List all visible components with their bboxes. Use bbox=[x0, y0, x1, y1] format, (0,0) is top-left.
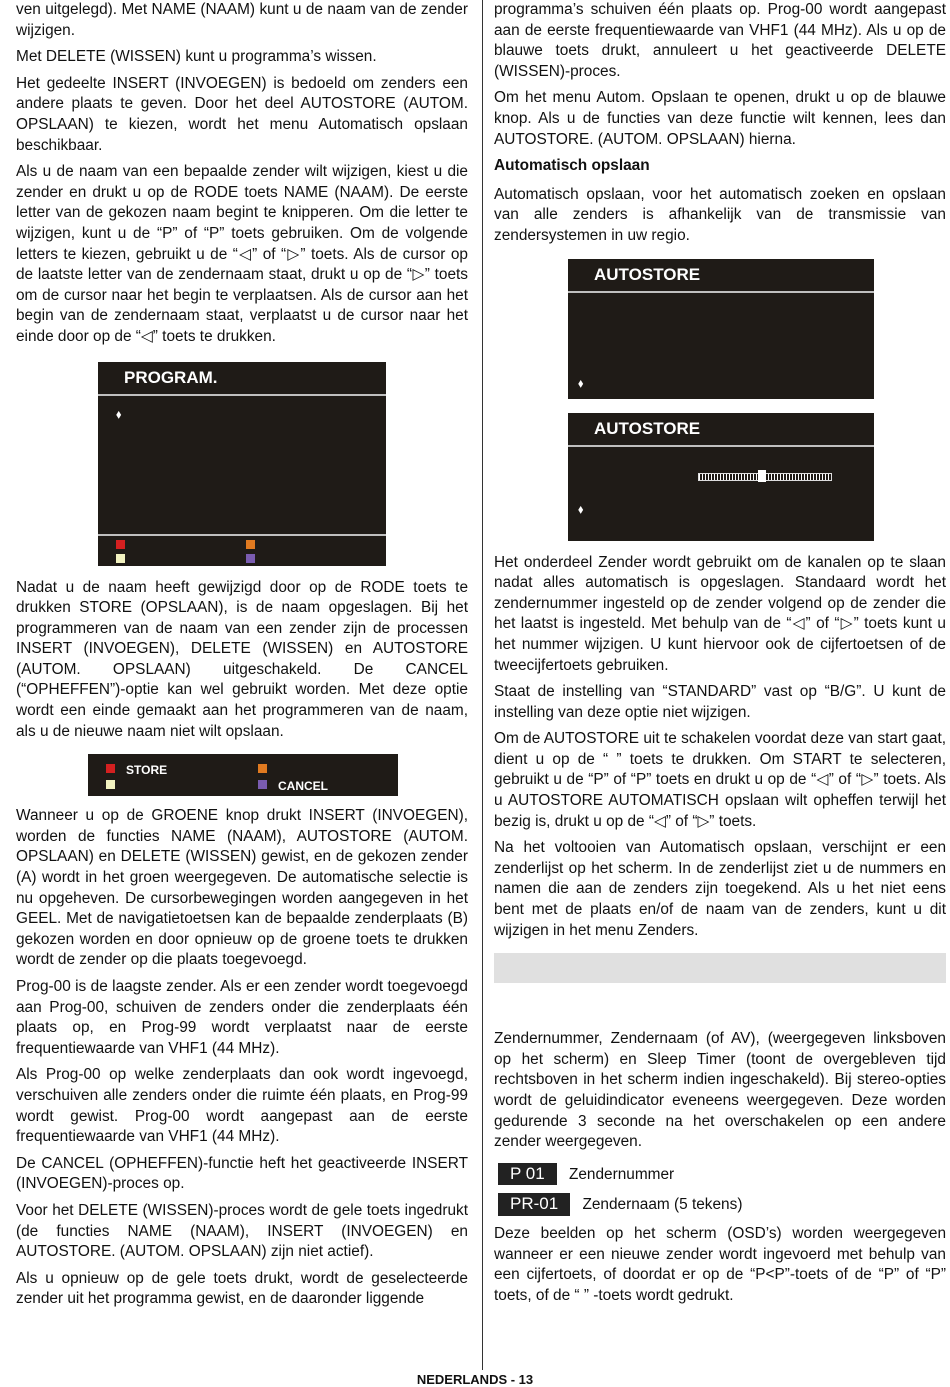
spacer bbox=[494, 983, 946, 1029]
column-divider bbox=[482, 0, 483, 1370]
program-osd-bottom-bar bbox=[98, 534, 386, 536]
channel-name-label: Zendernaam (5 tekens) bbox=[582, 1196, 743, 1214]
red-key-icon bbox=[116, 540, 125, 549]
autostore-osd-1-bar bbox=[568, 291, 874, 293]
right-paragraph-8: Zendernummer, Zendernaam (of AV), (weergegeven linksboven op het scherm) en Sleep Timer (toont de overgebleven tijd rechtsboven in het scherm indien ingeschakeld). Bij stereo-opties wordt de geluidindicator eveneens weergegeven. Deze worden gedurende 3 seconde na het overschakelen op een andere zender weergegeven. bbox=[494, 1030, 946, 1151]
yellow-key-icon bbox=[106, 780, 115, 789]
left-paragraph-8: Als Prog-00 op welke zenderplaats dan ook wordt ingevoegd, verschuiven alle zenders onder die ruimte één plaats, en Prog-99 wordt gewist. Prog-00 wordt aangepast aan de eerste frequentiewaarde van VHF1 (44 MHz). bbox=[16, 1066, 468, 1146]
left-paragraph-1: ven uitgelegd). Met NAME (NAAM) kunt u de naam van de zender wijzigen. bbox=[16, 1, 468, 39]
cancel-label: CANCEL bbox=[278, 779, 328, 794]
left-paragraph-6: Wanneer u op de GROENE knop drukt INSERT (INVOEGEN), worden de functies NAME (NAAM), AUTOSTORE (AUTOM. OPSLAAN) en DELETE (WISSEN) gewist, en de gekozen zender (A) wordt in het groen weergegeven. De automatische selectie is nu opgeheven. De cursorbewegingen worden aangegeven in het GEEL. Met de navigatietoetsen kan de bepaalde zenderplaats (B) gekozen worden en door opnieuw op de groene toets te drukken wordt de zender op die plaats toegevoegd. bbox=[16, 807, 468, 969]
purple-key-icon bbox=[246, 554, 255, 563]
yellow-key-icon bbox=[116, 554, 125, 563]
right-paragraph-1: programma’s schuiven één plaats op. Prog-00 wordt aangepast aan de eerste frequentiewaarde van VHF1 (44 MHz). Als u op de blauwe toets drukt, annuleert u het geactiveerde DELETE (WISSEN)-proces. bbox=[494, 1, 946, 80]
left-paragraph-3: Het gedeelte INSERT (INVOEGEN) is bedoeld om zenders een andere plaats te geven. Door het deel AUTOSTORE (AUTOM. OPSLAAN) te kiezen, wordt het menu Automatisch opslaan beschikbaar. bbox=[16, 74, 468, 154]
autostore-slider-knob bbox=[758, 470, 766, 482]
program-osd-title-bar bbox=[98, 394, 386, 396]
cursor-marker-icon: ⬧ bbox=[116, 406, 122, 421]
purple-key-icon bbox=[258, 780, 267, 789]
autostore-osd-2-title: AUTOSTORE bbox=[594, 418, 701, 438]
program-osd-screen bbox=[98, 362, 386, 566]
autostore-osd-1 bbox=[568, 259, 874, 399]
left-paragraph-4: Als u de naam van een bepaalde zender wilt wijzigen, kiest u die zender en drukt u op de RODE toets NAME (NAAM). De eerste letter van de gekozen naam begint te knipperen. Om die letter te wijzigen, kunt u de “P” of “P” toets gebruiken. Om de volgende letters te kiezen, gebruikt u de “◁” of “▷” toets. Als de cursor op de laatste letter van de zendernaam staat, drukt u op de “▷” toets om de cursor naar het begin te verplaatsen. Als de cursor aan het begin van de zendernaam staat, verplaatst u de cursor naar het einde door op de “◁” toets te drukken. bbox=[16, 163, 468, 345]
page-footer: NEDERLANDS - 13 bbox=[416, 1372, 534, 1387]
red-key-icon bbox=[106, 764, 115, 773]
autostore-osd-2-bar bbox=[568, 445, 874, 447]
left-paragraph-11: Als u opnieuw op de gele toets drukt, wordt de geselecteerde zender uit het programma gewist, en de daaronder liggende bbox=[16, 1269, 468, 1308]
right-paragraph-7: Na het voltooien van Automatisch opslaan, verschijnt er een zenderlijst op het scherm. In de zenderlijst ziet u de nummers en namen die aan de zenders zijn toegekend. Als u het niet eens bent met de plaats en/of de naam van de zenders, kunt u dit wijzigen in het menu Zenders. bbox=[494, 839, 946, 939]
program-osd-title: PROGRAM. bbox=[124, 367, 218, 387]
right-paragraph-2: Om het menu Autom. Opslaan te openen, drukt u op de blauwe knop. Als u de functies van deze functie wilt kennen, lees dan AUTOSTORE. (AUTOM. OPSLAAN) hierna. bbox=[494, 89, 946, 148]
orange-key-icon bbox=[258, 764, 267, 773]
right-paragraph-6: Om de AUTOSTORE uit te schakelen voordat deze van start gaat, dient u op de “ ” toets te drukken. Om START te selecteren, gebruikt u de “P” of “P” toets en drukt u op de “◁” of “▷” toets. Als u AUTOSTORE AUTOMATISCH opslaan wilt opheffen terwijl het bezig is, drukt u op de “◁” of “▷” toets. bbox=[494, 730, 946, 830]
left-paragraph-9: De CANCEL (OPHEFFEN)-functie heft het geactiveerde INSERT (INVOEGEN)-proces op. bbox=[16, 1154, 468, 1193]
right-paragraph-4: Het onderdeel Zender wordt gebruikt om de kanalen op te slaan nadat alles automatisch is opgeslagen. Standaard wordt het zendernummer ingesteld op de zender volgend op de zender die het laatst is ingesteld. Met behulp van de “◁” of “▷” toets kunt u het nummer wijzigen. U kunt hiervoor ook de cijfertoetsen of de tweecijfertoets gebruiken. bbox=[494, 553, 946, 674]
channel-name-badge: PR-01 bbox=[498, 1193, 570, 1216]
osd-example-2 bbox=[498, 1193, 946, 1216]
left-paragraph-5: Nadat u de naam heeft gewijzigd door op de RODE toets te drukken STORE (OPSLAAN), is de naam opgeslagen. Bij het programmeren van de naam van een zender zijn de processen INSERT (INVOEGEN), DELETE (WISSEN) en AUTOSTORE (AUTOM. OPSLAAN) uitgeschakeld. De CANCEL (“OPHEFFEN”)-optie kan wel gebruikt worden. Met deze optie wordt een einde gemaakt aan het programmeren van de naam, als u de nieuwe naam niet wilt opslaan. bbox=[16, 578, 468, 740]
left-paragraph-10: Voor het DELETE (WISSEN)-proces wordt de gele toets ingedrukt (de functies NAME (NAAM), INSERT (INVOEGEN) en AUTOSTORE. (AUTOM. OPSLAAN) zijn niet actief). bbox=[16, 1201, 468, 1261]
store-label: STORE bbox=[126, 763, 168, 778]
right-paragraph-3: Automatisch opslaan, voor het automatisch zoeken en opslaan van alle zenders is afhankelijk van de transmissie van zendersystemen in uw regio. bbox=[494, 185, 946, 244]
store-cancel-osd bbox=[88, 754, 398, 796]
cursor-marker-icon: ⬧ bbox=[578, 375, 584, 390]
osd-example-1 bbox=[498, 1163, 946, 1186]
left-paragraph-2: Met DELETE (WISSEN) kunt u programma’s wissen. bbox=[16, 48, 377, 66]
right-paragraph-5: Staat de instelling van “STANDARD” vast op “B/G”. U kunt de instelling van deze optie niet wijzigen. bbox=[494, 683, 946, 721]
cursor-marker-icon: ⬧ bbox=[578, 501, 584, 516]
gray-heading-box bbox=[494, 953, 946, 983]
autostore-osd-2 bbox=[568, 413, 874, 541]
right-column bbox=[494, 0, 946, 1312]
heading-autostore: Automatisch opslaan bbox=[494, 157, 650, 175]
channel-number-label: Zendernummer bbox=[568, 1165, 675, 1183]
left-column bbox=[16, 0, 468, 1316]
autostore-osd-1-title: AUTOSTORE bbox=[594, 264, 701, 284]
channel-number-badge: P 01 bbox=[498, 1163, 557, 1186]
right-paragraph-9: Deze beelden op het scherm (OSD’s) worden weergegeven wanneer er een nieuwe zender wordt ingevoerd met behulp van een cijfertoets, of doordat er op de “P<P”-toets of de “P” of “P” toets, of de “ ” -toets wordt gedrukt. bbox=[494, 1224, 946, 1304]
left-paragraph-7: Prog-00 is de laagste zender. Als er een zender wordt toegevoegd aan Prog-00, schuiven de zenders onder die zenderplaats één plaats op, en Prog-99 wordt verplaatst naar de eerste frequentiewaarde van VHF1 (44 MHz). bbox=[16, 978, 468, 1057]
orange-key-icon bbox=[246, 540, 255, 549]
